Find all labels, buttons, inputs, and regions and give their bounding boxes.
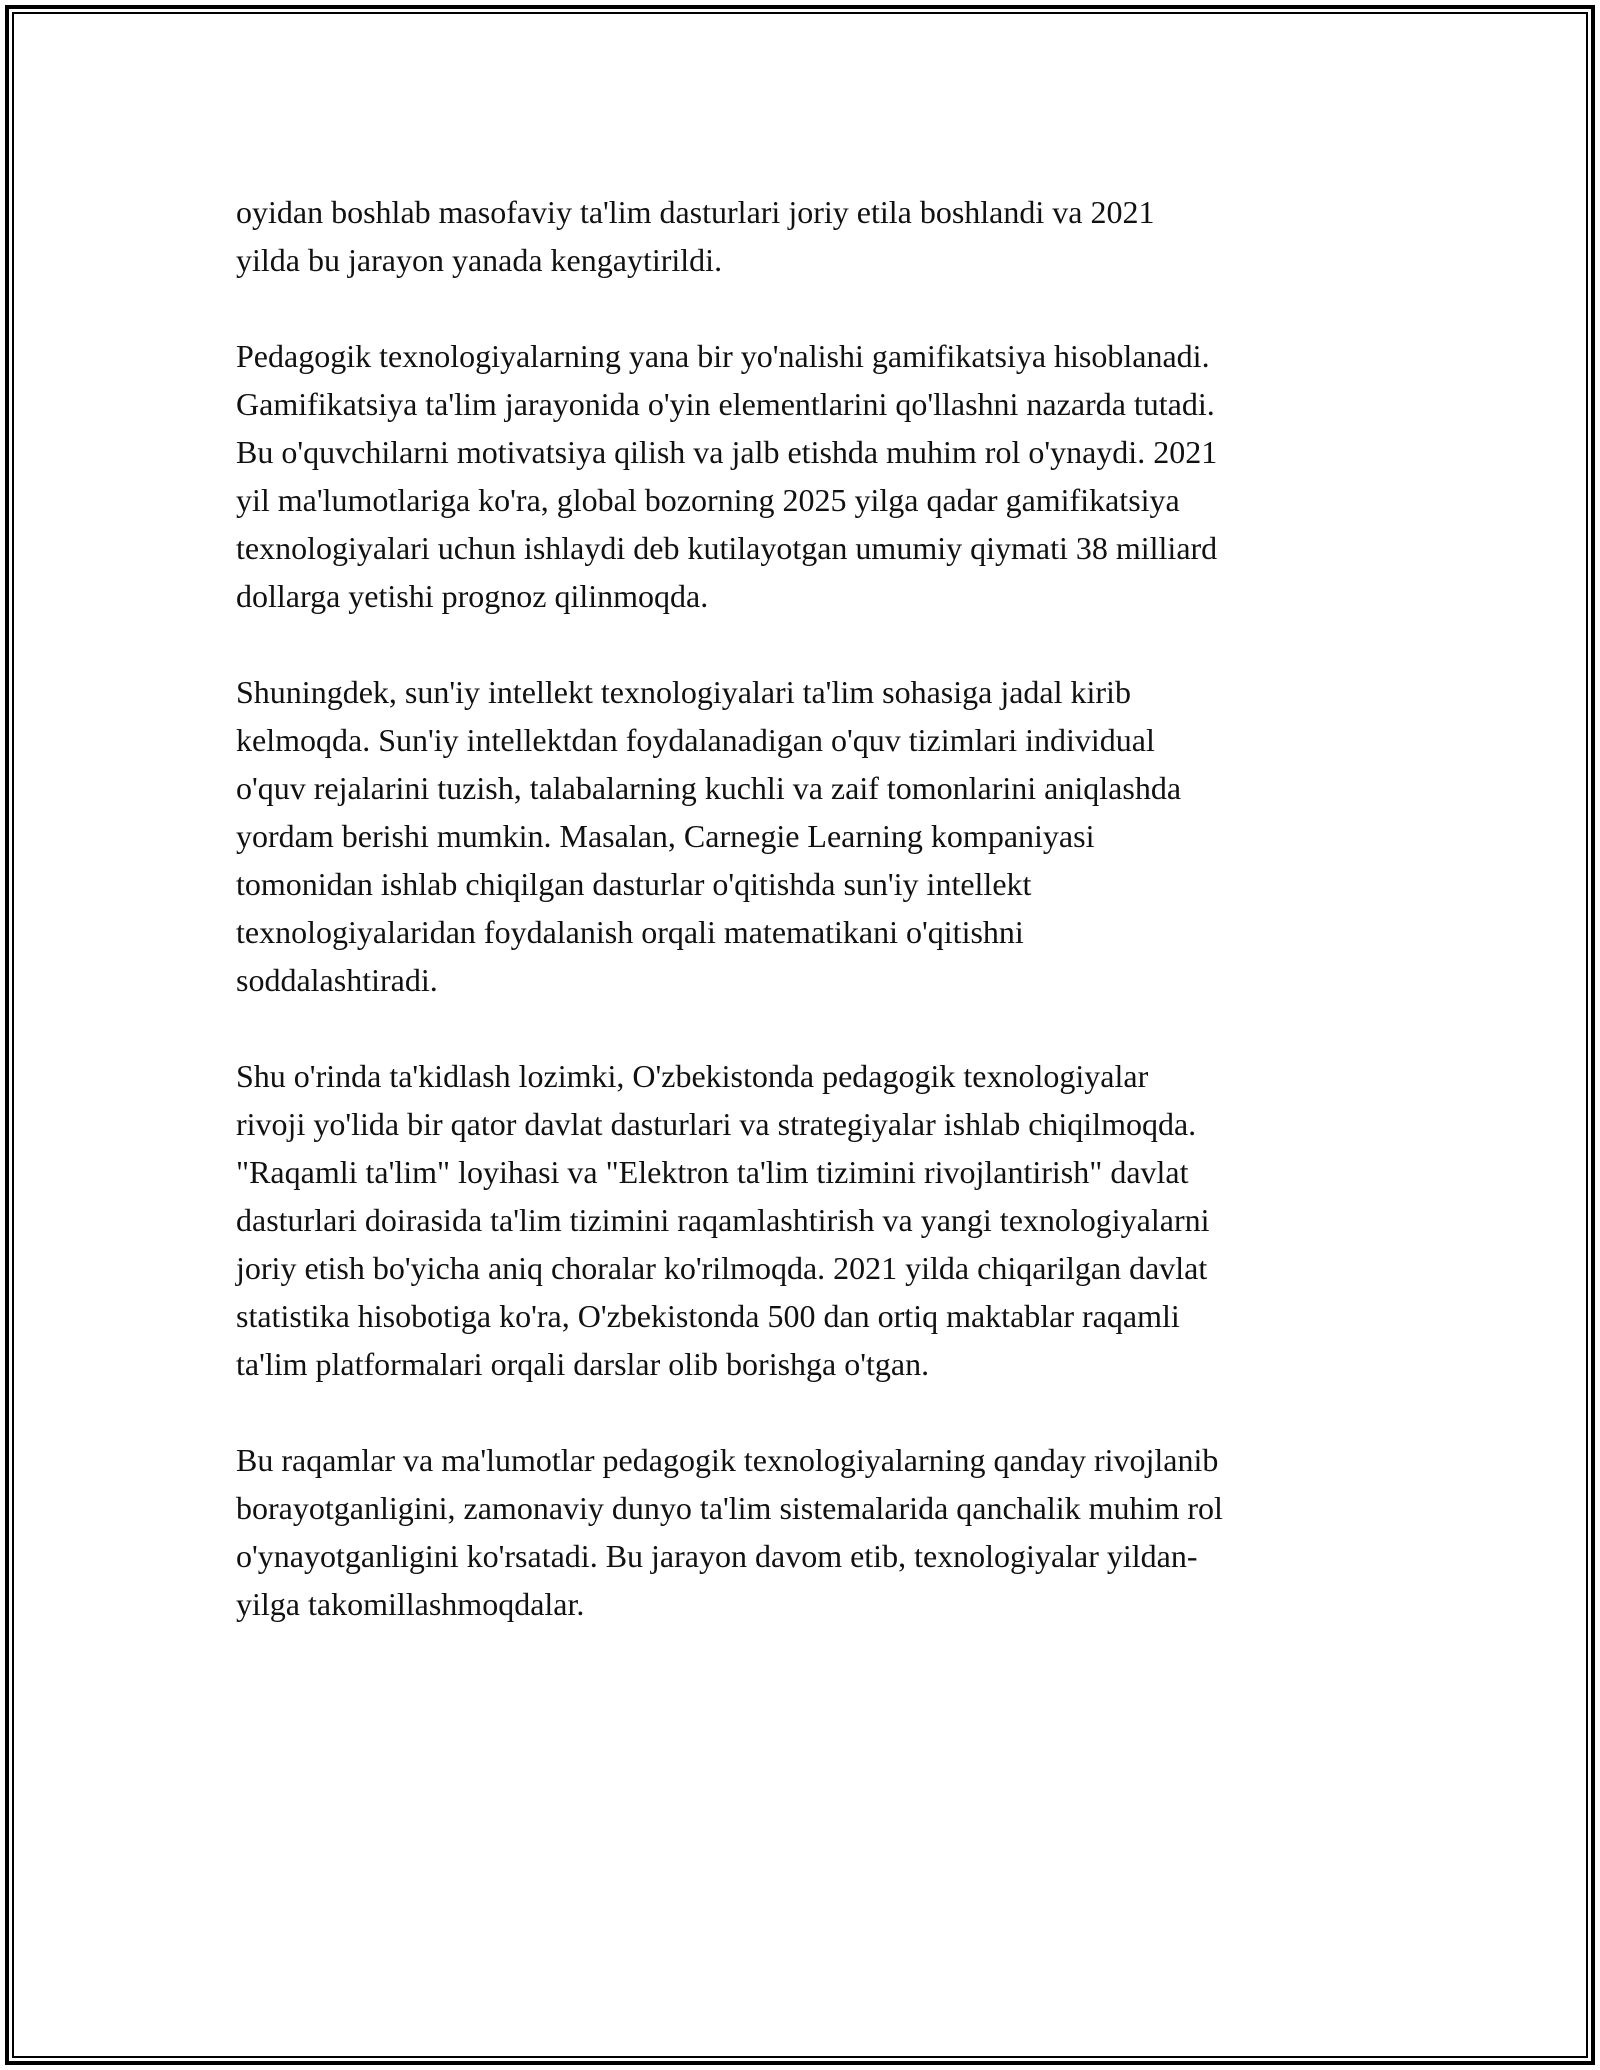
paragraph-artificial-intelligence: Shuningdek, sun'iy intellekt texnologiyalari ta'lim sohasiga jadal kirib kelmoqda. Sun'iy intellektdan foydalanadigan o'quv tizimlari individual o'quv rejalarini tuzish, talabalarning kuchli va zaif tomonlarini aniqlashda yordam berishi mumkin. Masalan, Carnegie Learning kompaniyasi tomonidan ishlab chiqilgan dasturlar o'qitishda sun'iy intellekt texnologiyalaridan foydalanish orqali matematikani o'qitishni soddalashtiradi.	[236, 674, 1182, 998]
document-body	[236, 188, 1376, 1676]
paragraph-gamification: Pedagogik texnologiyalarning yana bir yo'nalishi gamifikatsiya hisoblanadi. Gamifikatsiya ta'lim jarayonida o'yin elementlarini qo'llashni nazarda tutadi. Bu o'quvchilarni motivatsiya qilish va jalb etishda muhim rol o'ynaydi. 2021 yil ma'lumotlariga ko'ra, global bozorning 2025 yilga qadar gamifikatsiya texnologiyalari uchun ishlaydi deb kutilayotgan umumiy qiymati 38 milliard dollarga yetishi prognoz qilinmoqda.	[236, 338, 1218, 614]
paragraph-conclusion: Bu raqamlar va ma'lumotlar pedagogik texnologiyalarning qanday rivojlanib borayotganligini, zamonaviy dunyo ta'lim sistemalarida qanchalik muhim rol o'ynayotganligini ko'rsatadi. Bu jarayon davom etib, texnologiyalar yildan- yilga takomillashmoqdalar.	[236, 1442, 1223, 1622]
paragraph-uzbekistan-programs: Shu o'rinda ta'kidlash lozimki, O'zbekistonda pedagogik texnologiyalar rivoji yo'lida bir qator davlat dasturlari va strategiyalar ishlab chiqilmoqda. "Raqamli ta'lim" loyihasi va "Elektron ta'lim tizimini rivojlantirish" davlat dasturlari doirasida ta'lim tizimini raqamlashtirish va yangi texnologiyalarni joriy etish bo'yicha aniq choralar ko'rilmoqda. 2021 yilda chiqarilgan davlat statistika hisobotiga ko'ra, O'zbekistonda 500 dan ortiq maktablar raqamli ta'lim platformalari orqali darslar olib borishga o'tgan.	[236, 1058, 1210, 1382]
paragraph-distance-learning: oyidan boshlab masofaviy ta'lim dasturlari joriy etila boshlandi va 2021 yilda bu jarayon yanada kengaytirildi.	[236, 194, 1155, 278]
